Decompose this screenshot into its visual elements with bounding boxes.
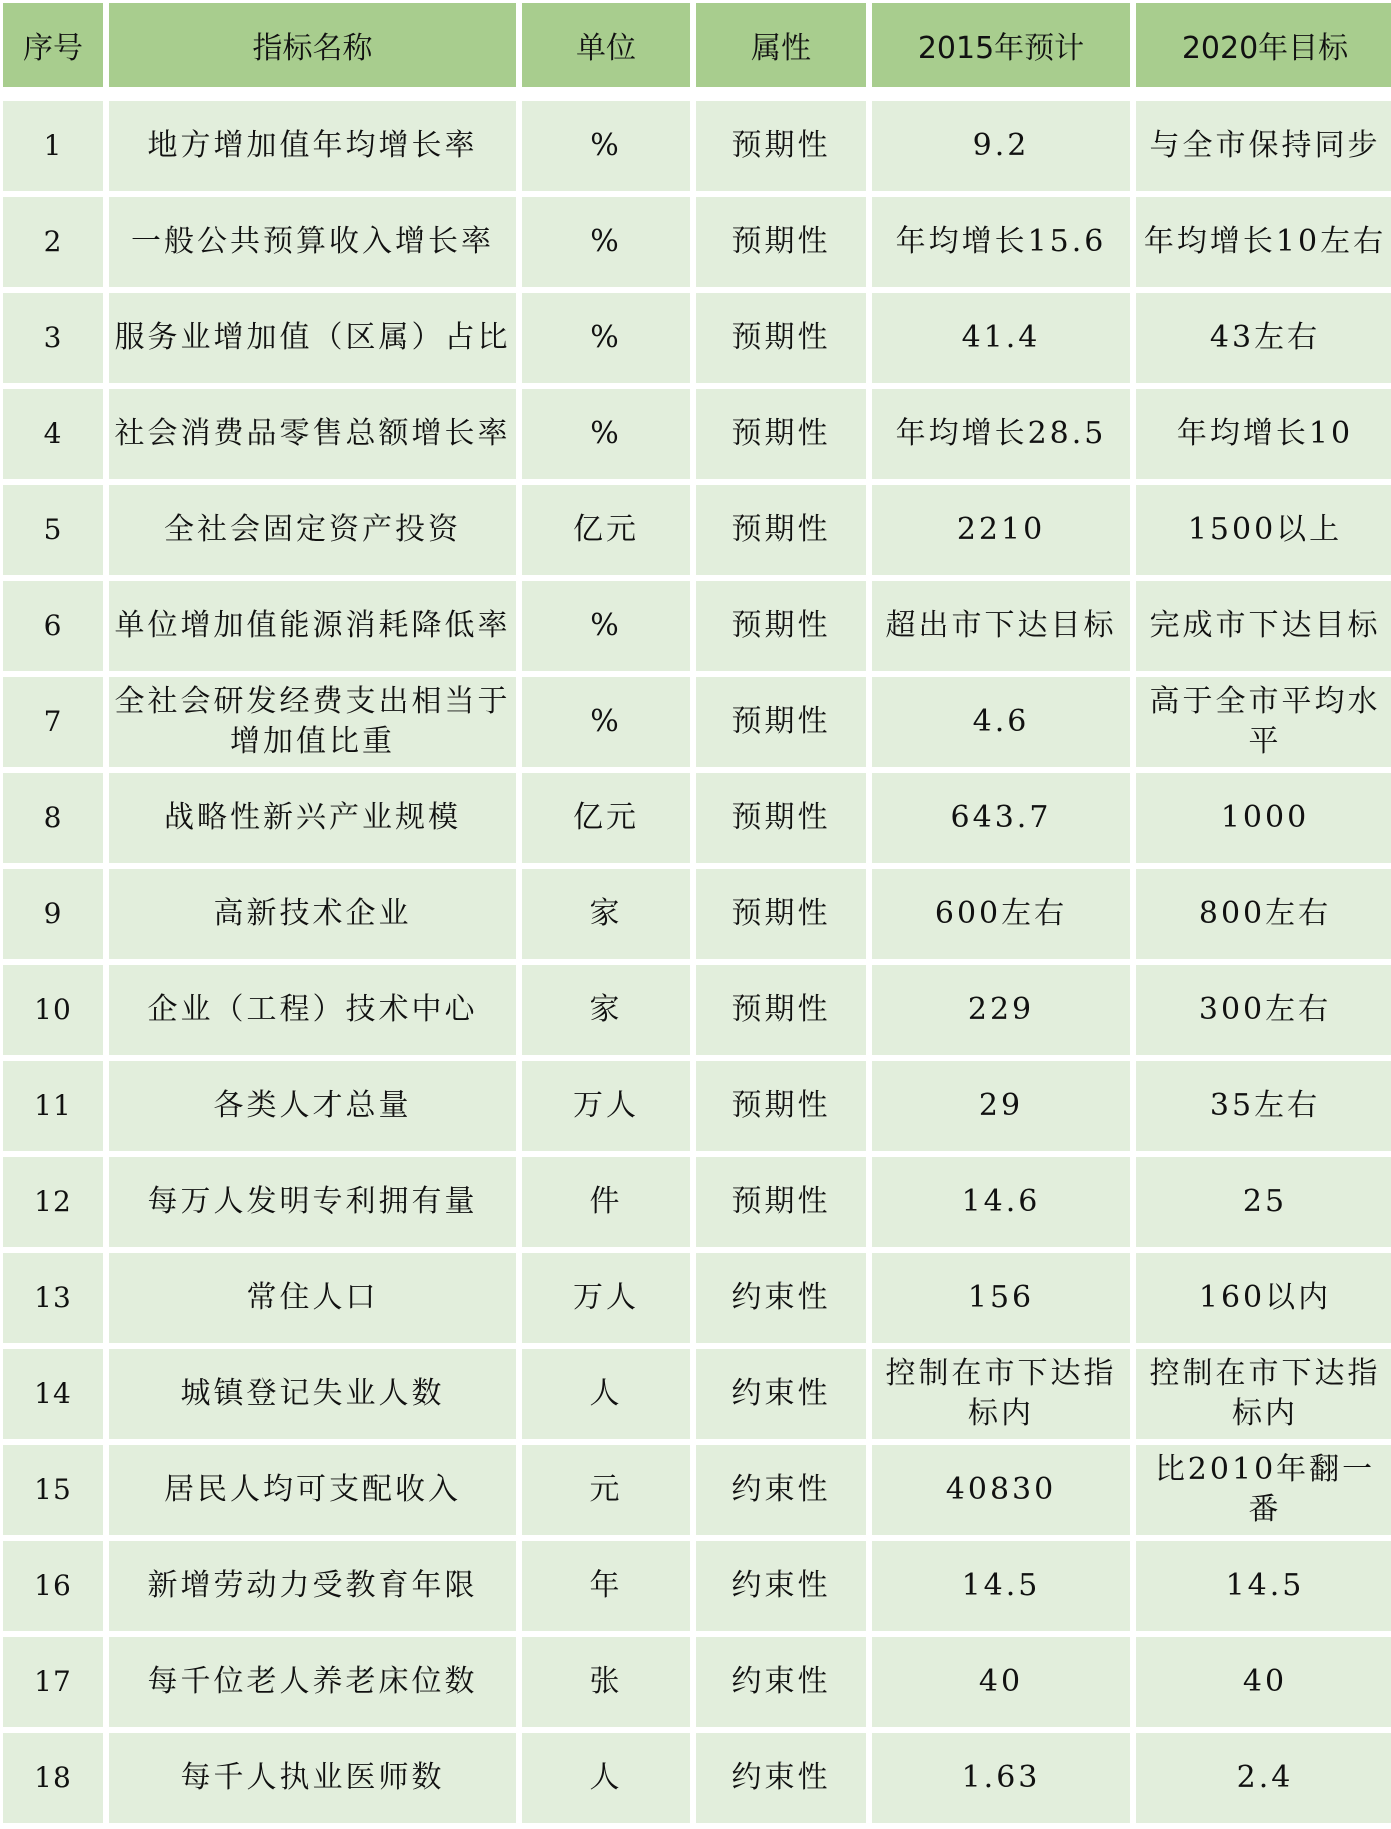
table-row: [3, 1061, 1391, 1151]
table-row: [3, 1541, 1391, 1631]
spacer-cell: [872, 93, 1130, 95]
cell-2020-target: 1000: [1136, 773, 1391, 863]
cell-2015-estimate: 控制在市下达指标内: [872, 1349, 1130, 1439]
spacer-cell: [696, 93, 866, 95]
cell-2020-target: 控制在市下达指标内: [1136, 1349, 1391, 1439]
table-row: [3, 1349, 1391, 1439]
cell-indicator-name: 一般公共预算收入增长率: [109, 197, 516, 287]
cell-2020-target: 800左右: [1136, 869, 1391, 959]
cell-attribute: 预期性: [696, 485, 866, 575]
cell-attribute: 预期性: [696, 677, 866, 767]
cell-no: 15: [3, 1445, 103, 1535]
cell-unit: 人: [522, 1733, 690, 1823]
cell-indicator-name: 战略性新兴产业规模: [109, 773, 516, 863]
cell-2020-target: 40: [1136, 1637, 1391, 1727]
cell-indicator-name: 每万人发明专利拥有量: [109, 1157, 516, 1247]
cell-indicator-name: 各类人才总量: [109, 1061, 516, 1151]
cell-attribute: 预期性: [696, 965, 866, 1055]
cell-unit: 亿元: [522, 485, 690, 575]
cell-indicator-name: 全社会固定资产投资: [109, 485, 516, 575]
cell-no: 14: [3, 1349, 103, 1439]
cell-2020-target: 43左右: [1136, 293, 1391, 383]
cell-indicator-name: 新增劳动力受教育年限: [109, 1541, 516, 1631]
cell-2015-estimate: 40: [872, 1637, 1130, 1727]
cell-no: 3: [3, 293, 103, 383]
cell-2015-estimate: 600左右: [872, 869, 1130, 959]
cell-indicator-name: 居民人均可支配收入: [109, 1445, 516, 1535]
table-header: [3, 3, 1391, 87]
cell-unit: 件: [522, 1157, 690, 1247]
cell-indicator-name: 地方增加值年均增长率: [109, 101, 516, 191]
table-body: [3, 93, 1391, 1823]
table-row: [3, 197, 1391, 287]
table-row: [3, 581, 1391, 671]
cell-no: 2: [3, 197, 103, 287]
cell-unit: 亿元: [522, 773, 690, 863]
cell-no: 8: [3, 773, 103, 863]
cell-no: 13: [3, 1253, 103, 1343]
cell-2020-target: 25: [1136, 1157, 1391, 1247]
cell-2020-target: 与全市保持同步: [1136, 101, 1391, 191]
cell-attribute: 预期性: [696, 581, 866, 671]
table-row: [3, 965, 1391, 1055]
cell-2020-target: 1500以上: [1136, 485, 1391, 575]
cell-2015-estimate: 4.6: [872, 677, 1130, 767]
cell-no: 12: [3, 1157, 103, 1247]
table-row: [3, 1733, 1391, 1823]
cell-no: 17: [3, 1637, 103, 1727]
table-row: [3, 773, 1391, 863]
cell-2015-estimate: 40830: [872, 1445, 1130, 1535]
header-2015-estimate: 2015年预计: [872, 3, 1130, 87]
cell-2020-target: 年均增长10左右: [1136, 197, 1391, 287]
cell-no: 10: [3, 965, 103, 1055]
table-row: [3, 293, 1391, 383]
header-name: 指标名称: [109, 3, 516, 87]
cell-2015-estimate: 14.6: [872, 1157, 1130, 1247]
cell-2015-estimate: 14.5: [872, 1541, 1130, 1631]
cell-indicator-name: 每千位老人养老床位数: [109, 1637, 516, 1727]
cell-unit: %: [522, 293, 690, 383]
cell-2020-target: 160以内: [1136, 1253, 1391, 1343]
cell-attribute: 预期性: [696, 1157, 866, 1247]
cell-no: 6: [3, 581, 103, 671]
cell-2020-target: 300左右: [1136, 965, 1391, 1055]
cell-2020-target: 完成市下达目标: [1136, 581, 1391, 671]
cell-unit: 张: [522, 1637, 690, 1727]
cell-unit: 家: [522, 965, 690, 1055]
cell-unit: 元: [522, 1445, 690, 1535]
cell-indicator-name: 高新技术企业: [109, 869, 516, 959]
cell-indicator-name: 单位增加值能源消耗降低率: [109, 581, 516, 671]
cell-2015-estimate: 超出市下达目标: [872, 581, 1130, 671]
cell-attribute: 预期性: [696, 197, 866, 287]
cell-no: 4: [3, 389, 103, 479]
cell-indicator-name: 服务业增加值（区属）占比: [109, 293, 516, 383]
cell-attribute: 预期性: [696, 389, 866, 479]
cell-unit: 家: [522, 869, 690, 959]
cell-2015-estimate: 643.7: [872, 773, 1130, 863]
cell-no: 5: [3, 485, 103, 575]
header-row: [3, 3, 1391, 87]
header-attribute: 属性: [696, 3, 866, 87]
cell-indicator-name: 全社会研发经费支出相当于增加值比重: [109, 677, 516, 767]
cell-indicator-name: 每千人执业医师数: [109, 1733, 516, 1823]
cell-2015-estimate: 229: [872, 965, 1130, 1055]
cell-2015-estimate: 1.63: [872, 1733, 1130, 1823]
table-row: [3, 1157, 1391, 1247]
cell-unit: %: [522, 101, 690, 191]
header-2020-target: 2020年目标: [1136, 3, 1391, 87]
cell-attribute: 预期性: [696, 773, 866, 863]
cell-2020-target: 14.5: [1136, 1541, 1391, 1631]
cell-attribute: 预期性: [696, 293, 866, 383]
table-row: [3, 1253, 1391, 1343]
header-spacer: [3, 93, 1391, 95]
cell-attribute: 预期性: [696, 101, 866, 191]
cell-2015-estimate: 41.4: [872, 293, 1130, 383]
cell-unit: 人: [522, 1349, 690, 1439]
cell-attribute: 约束性: [696, 1733, 866, 1823]
cell-indicator-name: 企业（工程）技术中心: [109, 965, 516, 1055]
cell-no: 1: [3, 101, 103, 191]
table-row: [3, 485, 1391, 575]
header-no: 序号: [3, 3, 103, 87]
cell-2020-target: 35左右: [1136, 1061, 1391, 1151]
spacer-cell: [3, 93, 103, 95]
cell-2015-estimate: 年均增长28.5: [872, 389, 1130, 479]
table-row: [3, 677, 1391, 767]
cell-no: 11: [3, 1061, 103, 1151]
table-row: [3, 101, 1391, 191]
cell-unit: %: [522, 389, 690, 479]
cell-indicator-name: 社会消费品零售总额增长率: [109, 389, 516, 479]
table-row: [3, 389, 1391, 479]
cell-attribute: 约束性: [696, 1637, 866, 1727]
cell-2020-target: 高于全市平均水平: [1136, 677, 1391, 767]
cell-attribute: 预期性: [696, 1061, 866, 1151]
cell-2015-estimate: 2210: [872, 485, 1130, 575]
cell-no: 18: [3, 1733, 103, 1823]
cell-unit: 年: [522, 1541, 690, 1631]
spacer-cell: [1136, 93, 1391, 95]
spacer-cell: [522, 93, 690, 95]
cell-unit: 万人: [522, 1061, 690, 1151]
cell-attribute: 约束性: [696, 1445, 866, 1535]
cell-attribute: 约束性: [696, 1253, 866, 1343]
cell-no: 7: [3, 677, 103, 767]
cell-attribute: 约束性: [696, 1541, 866, 1631]
cell-indicator-name: 常住人口: [109, 1253, 516, 1343]
cell-indicator-name: 城镇登记失业人数: [109, 1349, 516, 1439]
cell-no: 16: [3, 1541, 103, 1631]
table-row: [3, 869, 1391, 959]
cell-2015-estimate: 9.2: [872, 101, 1130, 191]
cell-2020-target: 年均增长10: [1136, 389, 1391, 479]
cell-2015-estimate: 29: [872, 1061, 1130, 1151]
cell-attribute: 预期性: [696, 869, 866, 959]
cell-2020-target: 比2010年翻一番: [1136, 1445, 1391, 1535]
cell-2015-estimate: 156: [872, 1253, 1130, 1343]
header-unit: 单位: [522, 3, 690, 87]
cell-unit: 万人: [522, 1253, 690, 1343]
table-row: [3, 1445, 1391, 1535]
cell-unit: %: [522, 581, 690, 671]
cell-2020-target: 2.4: [1136, 1733, 1391, 1823]
cell-unit: %: [522, 677, 690, 767]
cell-unit: %: [522, 197, 690, 287]
cell-attribute: 约束性: [696, 1349, 866, 1439]
cell-2015-estimate: 年均增长15.6: [872, 197, 1130, 287]
table-row: [3, 1637, 1391, 1727]
cell-no: 9: [3, 869, 103, 959]
spacer-cell: [109, 93, 516, 95]
